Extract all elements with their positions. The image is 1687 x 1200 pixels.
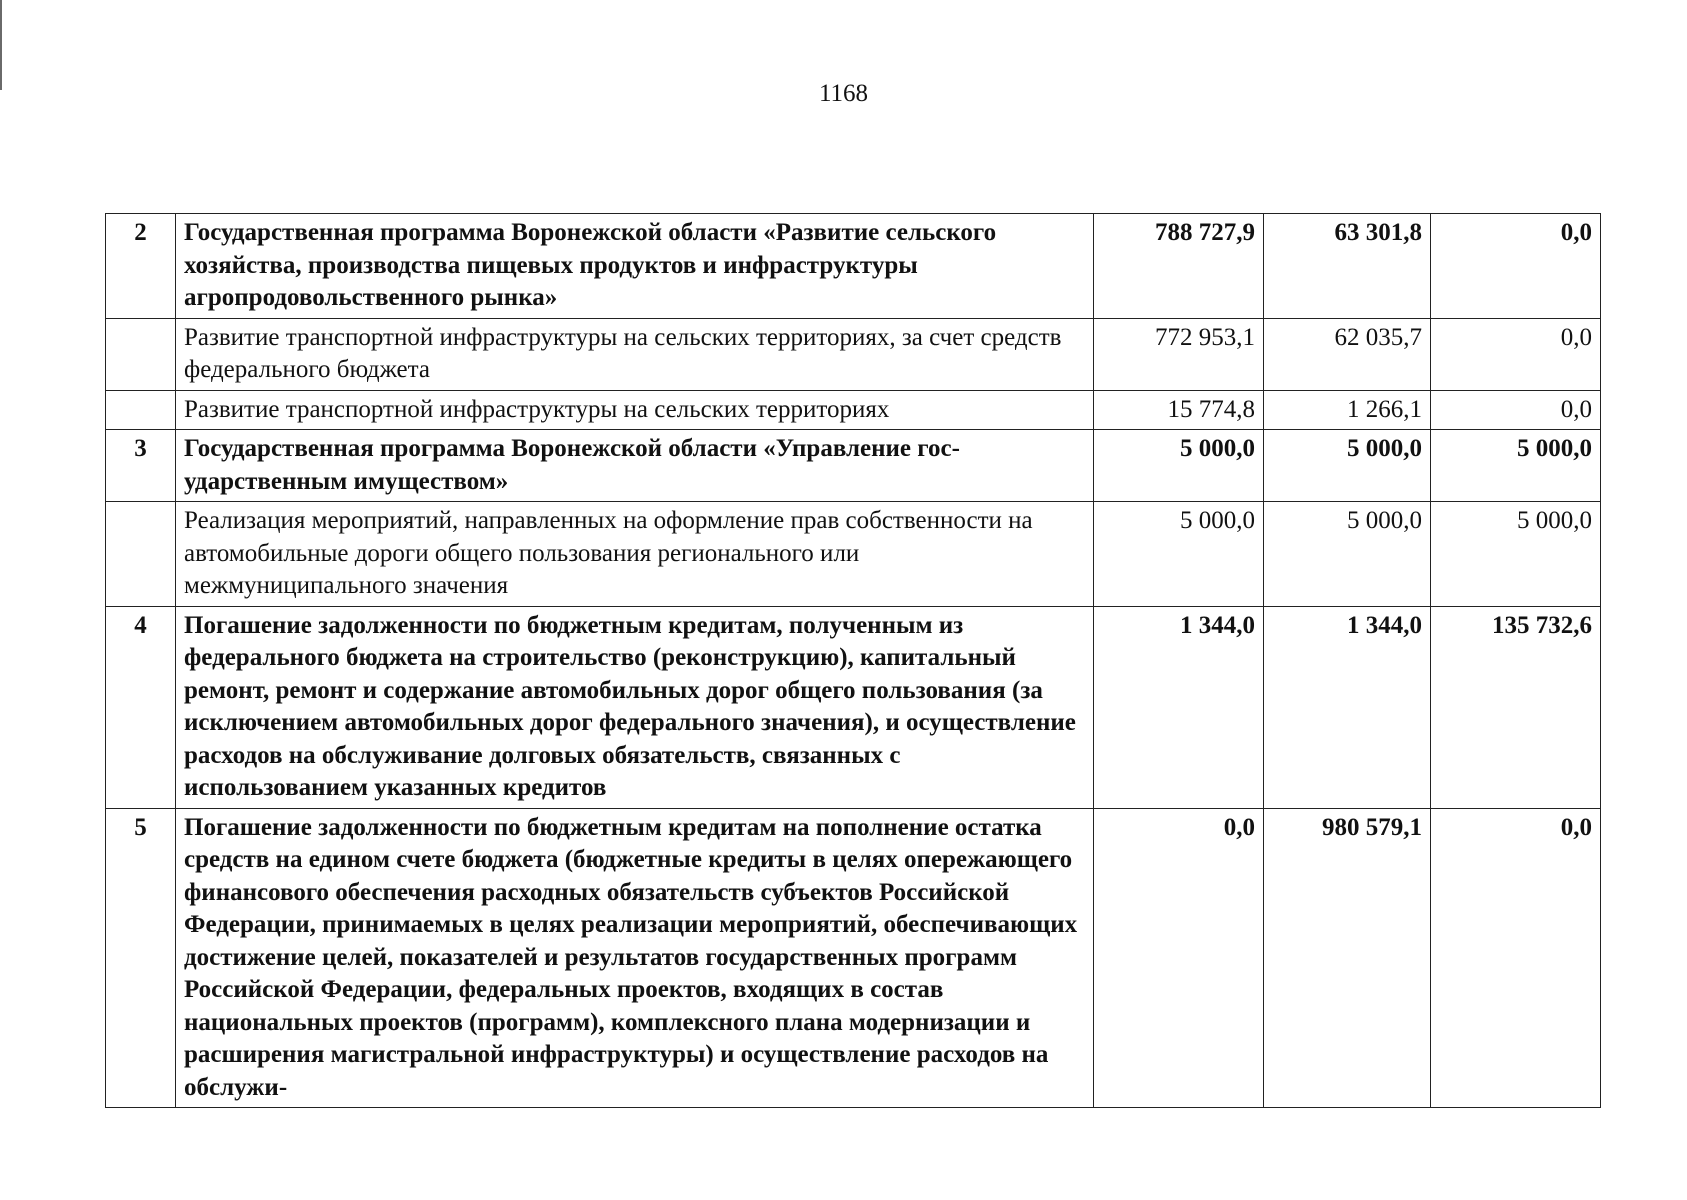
page-number: 1168	[818, 80, 869, 107]
row-number: 4	[106, 606, 176, 808]
row-name: Развитие транспортной инфраструктуры на сельских территориях, за счет средств федерального бюджета	[176, 318, 1094, 390]
row-value-3: 0,0	[1431, 318, 1601, 390]
row-value-3: 5 000,0	[1431, 502, 1601, 607]
budget-table	[105, 213, 1601, 1108]
row-value-1: 772 953,1	[1094, 318, 1264, 390]
row-number	[106, 390, 176, 430]
row-name: Развитие транспортной инфраструктуры на сельских территориях	[176, 390, 1094, 430]
table-row-program-3	[106, 430, 1601, 502]
row-name: Погашение задолженности по бюджетным кредитам, полученным из федерального бюджета на строительство (реконструкцию), капитальный ремонт, ремонт и содержание автомобильных дорог общего пользования (за исключением автомобильных дорог федерального значения), и осуществление расходов на обслуживание долговых обязательств, связанных с использованием указанных кредитов	[176, 606, 1094, 808]
row-value-1: 5 000,0	[1094, 502, 1264, 607]
row-value-1: 788 727,9	[1094, 214, 1264, 319]
table-row-subitem	[106, 318, 1601, 390]
row-value-3: 5 000,0	[1431, 430, 1601, 502]
row-number: 5	[106, 808, 176, 1108]
row-value-2: 63 301,8	[1264, 214, 1431, 319]
row-value-3: 0,0	[1431, 808, 1601, 1108]
row-name: Государственная программа Воронежской области «Управление государственным имуществом»	[176, 430, 1094, 502]
row-value-3: 135 732,6	[1431, 606, 1601, 808]
row-value-3: 0,0	[1431, 390, 1601, 430]
row-value-1: 1 344,0	[1094, 606, 1264, 808]
row-number	[106, 318, 176, 390]
row-number: 3	[106, 430, 176, 502]
row-name: Реализация мероприятий, направленных на оформление прав собственности на автомобильные дороги общего пользования регионального или межмуниципального значения	[176, 502, 1094, 607]
row-name: Погашение задолженности по бюджетным кредитам на пополнение остатка средств на едином счете бюджета (бюджетные кредиты в целях опережающего финансового обеспечения расходных обязательств субъектов Российской Федерации, принимаемых в целях реализации мероприятий, обеспечивающих достижение целей, показателей и результатов государственных программ Российской Федерации, федеральных проектов, входящих в состав национальных проектов (программ), комплексного плана модернизации и расширения магистральной инфраструктуры) и осуществление расходов на обслужи-	[176, 808, 1094, 1108]
row-name: Государственная программа Воронежской области «Развитие сельского хозяйства, производства пищевых продуктов и инфраструктуры агропродовольственного рынка»	[176, 214, 1094, 319]
row-value-1: 15 774,8	[1094, 390, 1264, 430]
table-row-subitem	[106, 390, 1601, 430]
table-row-program-4	[106, 606, 1601, 808]
row-number: 2	[106, 214, 176, 319]
row-value-2: 1 266,1	[1264, 390, 1431, 430]
row-value-3: 0,0	[1431, 214, 1601, 319]
row-value-2: 980 579,1	[1264, 808, 1431, 1108]
row-number	[106, 502, 176, 607]
row-value-1: 0,0	[1094, 808, 1264, 1108]
row-value-2: 5 000,0	[1264, 502, 1431, 607]
budget-table-body	[106, 214, 1601, 1108]
table-row-program-2	[106, 214, 1601, 319]
row-value-2: 5 000,0	[1264, 430, 1431, 502]
table-row-subitem	[106, 502, 1601, 607]
row-value-1: 5 000,0	[1094, 430, 1264, 502]
table-row-program-5	[106, 808, 1601, 1108]
row-value-2: 62 035,7	[1264, 318, 1431, 390]
scan-edge-mark	[0, 0, 2, 90]
row-value-2: 1 344,0	[1264, 606, 1431, 808]
